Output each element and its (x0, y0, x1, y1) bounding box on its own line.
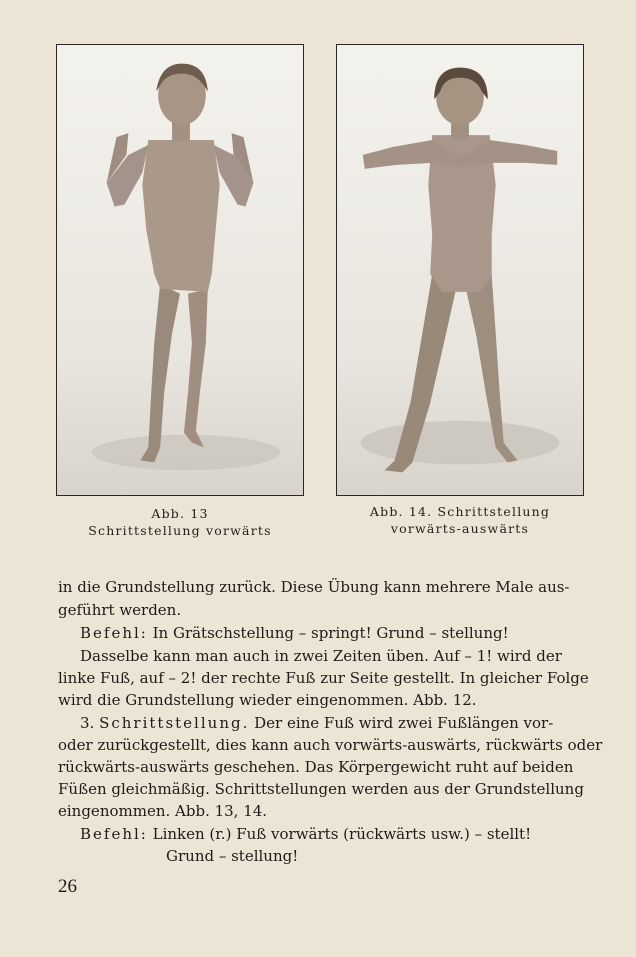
body-line: Füßen gleichmäßig. Schrittstellungen werden aus der Grundstellung (58, 780, 584, 798)
command-label: Befehl: (80, 825, 148, 843)
body-line: in die Grundstellung zurück. Diese Übung kann mehrere Male aus- (58, 578, 570, 596)
body-line: rückwärts-auswärts geschehen. Das Körpergewicht ruht auf beiden (58, 758, 574, 776)
section-title: Schrittstellung. (99, 714, 250, 732)
command-line (80, 825, 531, 843)
command-text: Linken (r.) Fuß vorwärts (rückwärts usw.) – stellt! (147, 825, 532, 843)
command-line (80, 624, 509, 642)
figure-14-illustration (337, 45, 583, 495)
body-line: linke Fuß, auf – 2! der rechte Fuß zur Seite gestellt. In gleicher Folge (58, 669, 589, 687)
figure-13-caption-number: Abb. 13 (151, 506, 209, 521)
section-text: Der eine Fuß wird zwei Fußlängen vor- (249, 714, 554, 732)
page-number: 26 (58, 876, 77, 897)
figure-13-caption-text: Schrittstellung vorwärts (88, 523, 272, 538)
command-label: Befehl: (80, 624, 148, 642)
body-line: oder zurückgestellt, dies kann auch vorwärts-auswärts, rückwärts oder (58, 736, 603, 754)
body-line: eingenommen. Abb. 13, 14. (58, 802, 268, 820)
body-line: Dasselbe kann man auch in zwei Zeiten üben. Auf – 1! wird der (80, 647, 562, 665)
figure-13-illustration (57, 45, 303, 495)
body-line: geführt werden. (58, 601, 182, 619)
figure-14-caption (326, 503, 594, 537)
command-continuation: Grund – stellung! (166, 847, 299, 865)
section-number: 3. (80, 714, 100, 732)
figure-14-caption-number: Abb. 14. Schrittstellung (369, 504, 551, 519)
section-heading-line (80, 714, 553, 732)
figure-13-caption (40, 505, 320, 539)
figure-14-caption-text: vorwärts-auswärts (390, 521, 530, 536)
figure-14-photo (336, 44, 584, 496)
body-line: wird die Grundstellung wieder eingenommen. Abb. 12. (58, 691, 477, 709)
command-text: In Grätschstellung – springt! Grund – stellung! (147, 624, 509, 642)
figure-13-photo (56, 44, 304, 496)
